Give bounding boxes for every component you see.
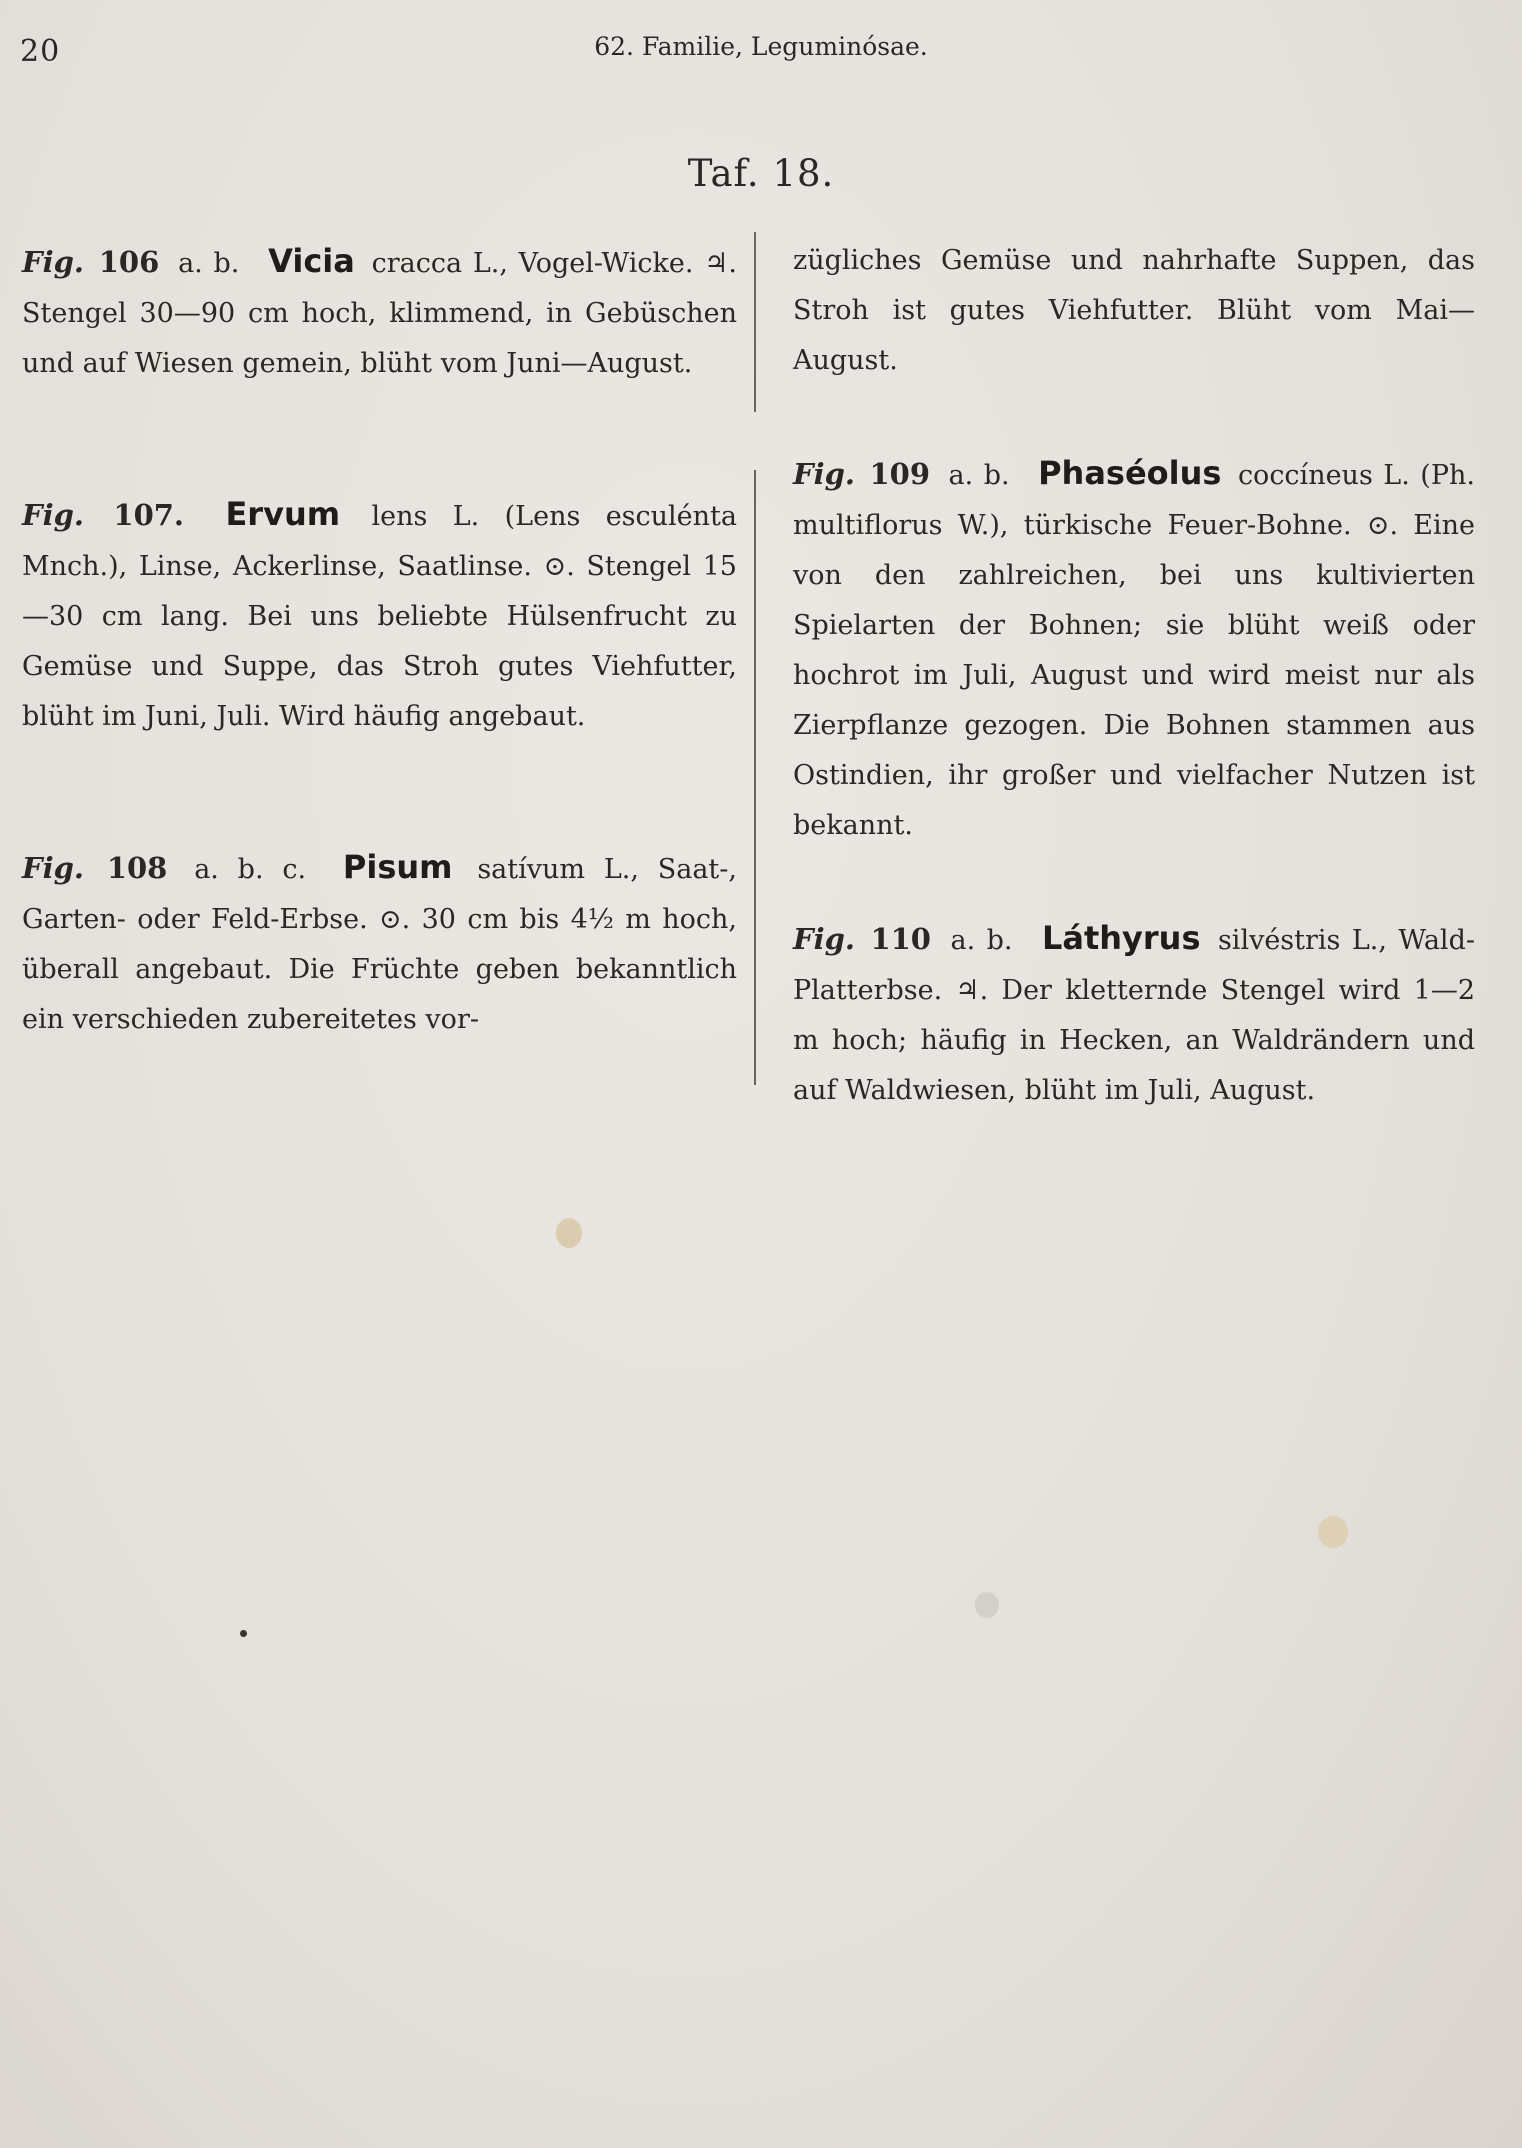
paper-stain	[975, 1592, 999, 1618]
running-header: 62. Familie, Leguminósae.	[594, 32, 928, 61]
entry-fig-109	[793, 448, 1475, 851]
left-column	[22, 236, 737, 1045]
entry-fig-106	[22, 236, 737, 389]
fig-number: 108	[106, 851, 168, 885]
genus-name: Ervum	[225, 495, 341, 533]
fig-number: 110	[870, 922, 931, 956]
fig-number: 106	[98, 245, 160, 279]
plate-title: Taf. 18.	[687, 152, 835, 195]
paper-speck	[240, 1630, 247, 1637]
entry-description: satívum L., Saat-, Garten- oder Feld-Erbse. ⊙. 30 cm bis 4½ m hoch, überall angebaut. Die Früchte geben bekanntlich ein verschieden zubereitetes vor-	[22, 854, 737, 1035]
fig-label: Fig.	[793, 922, 855, 956]
fig-label: Fig.	[22, 851, 84, 885]
column-divider	[754, 470, 756, 1085]
fig-parts: a. b.	[948, 460, 1010, 491]
fig-label: Fig.	[22, 245, 84, 279]
entry-fig-110	[793, 913, 1475, 1116]
page-number: 20	[20, 34, 61, 69]
entry-fig-108-continuation: zügliches Gemüse und nahrhafte Suppen, das Stroh ist gutes Viehfutter. Blüht vom Mai—August.	[793, 245, 1475, 376]
genus-name: Phaséolus	[1038, 454, 1222, 492]
fig-parts: a. b. c.	[194, 854, 307, 885]
fig-number: 109	[869, 457, 931, 491]
fig-label: Fig.	[793, 457, 855, 491]
genus-name: Vicia	[268, 242, 355, 280]
paper-stain	[1318, 1516, 1348, 1548]
entry-fig-108	[22, 842, 737, 1045]
genus-name: Láthyrus	[1041, 919, 1201, 957]
fig-parts: a. b.	[950, 925, 1013, 956]
entry-description: cracca L., Vogel-Wicke. ♃. Stengel 30—90 cm hoch, klimmend, in Gebüschen und auf Wiesen gemein, blüht vom Juni—August.	[22, 248, 737, 379]
right-column	[793, 236, 1475, 1116]
column-divider	[754, 232, 756, 412]
paper-stain	[556, 1218, 582, 1248]
fig-parts: a. b.	[178, 248, 240, 279]
fig-number: 107.	[113, 498, 185, 532]
fig-label: Fig.	[22, 498, 84, 532]
entry-fig-107	[22, 489, 737, 742]
entry-description: silvéstris L., Wald-Platterbse. ♃. Der kletternde Stengel wird 1—2 m hoch; häufig in Hecken, an Waldrändern und auf Waldwiesen, blüht im Juli, August.	[793, 925, 1475, 1106]
genus-name: Pisum	[342, 848, 453, 886]
entry-description: coccíneus L. (Ph. multiflorus W.), türkische Feuer-Bohne. ⊙. Eine von den zahlreichen, bei uns kultivierten Spielarten der Bohnen; sie blüht weiß oder hochrot im Juli, August und wird meist nur als Zierpflanze gezogen. Die Bohnen stammen aus Ostindien, ihr großer und vielfacher Nutzen ist bekannt.	[793, 460, 1475, 841]
entry-description: lens L. (Lens esculénta Mnch.), Linse, Ackerlinse, Saatlinse. ⊙. Stengel 15—30 cm lang. Bei uns beliebte Hülsenfrucht zu Gemüse und Suppe, das Stroh gutes Viehfutter, blüht im Juni, Juli. Wird häufig angebaut.	[22, 501, 737, 732]
